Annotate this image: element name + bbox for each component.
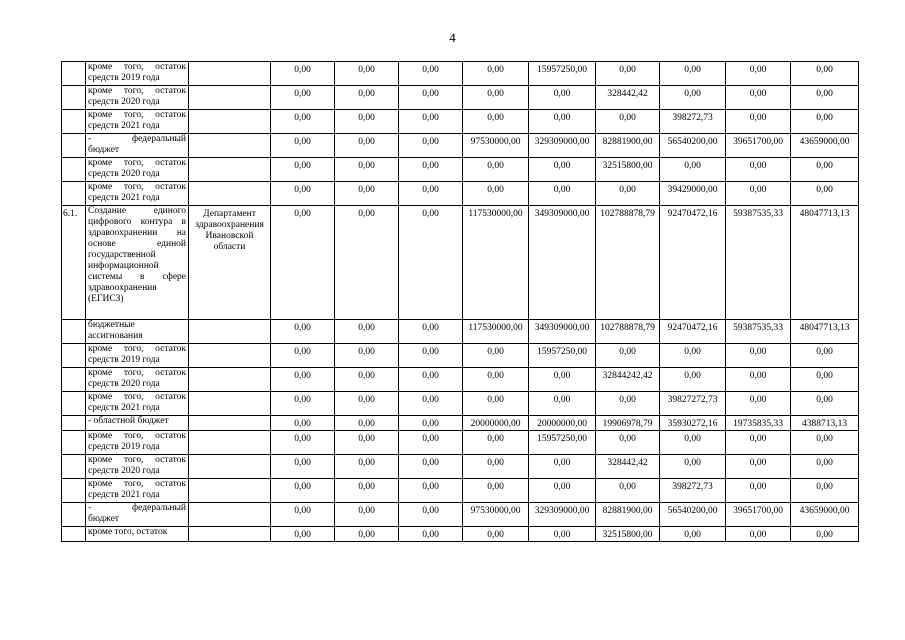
value-cell: 0,00 bbox=[726, 392, 791, 416]
value-cell: 0,00 bbox=[463, 86, 529, 110]
row-executor-cell bbox=[189, 62, 271, 86]
value-cell: 0,00 bbox=[791, 431, 859, 455]
description-line: средств 2021 года bbox=[88, 193, 160, 203]
value-cell: 0,00 bbox=[271, 206, 335, 320]
value-cell: 32515800,00 bbox=[596, 158, 660, 182]
row-executor-cell bbox=[189, 479, 271, 503]
value-cell: 0,00 bbox=[271, 62, 335, 86]
description-line: средств 2021 года bbox=[88, 403, 160, 413]
description-line: бюджет bbox=[88, 514, 120, 524]
value-cell: 97530000,00 bbox=[463, 503, 529, 527]
row-executor-cell bbox=[189, 455, 271, 479]
value-cell: 0,00 bbox=[529, 392, 596, 416]
description-line: средств 2021 года bbox=[88, 490, 160, 500]
value-cell: 0,00 bbox=[399, 392, 463, 416]
value-cell: 117530000,00 bbox=[463, 206, 529, 320]
value-cell: 0,00 bbox=[335, 527, 399, 542]
value-cell: 43659000,00 bbox=[791, 503, 859, 527]
value-cell: 0,00 bbox=[791, 110, 859, 134]
row-description-cell bbox=[86, 479, 189, 503]
row-index-cell bbox=[62, 368, 86, 392]
row-description-cell bbox=[86, 368, 189, 392]
row-description-cell bbox=[86, 110, 189, 134]
description-line: здравоохранении на bbox=[88, 228, 186, 238]
value-cell: 0,00 bbox=[399, 455, 463, 479]
value-cell: 0,00 bbox=[660, 527, 726, 542]
value-cell: 32844242,42 bbox=[596, 368, 660, 392]
value-cell: 0,00 bbox=[335, 392, 399, 416]
row-index-cell bbox=[62, 320, 86, 344]
row-executor-cell bbox=[189, 392, 271, 416]
row-executor-cell bbox=[189, 527, 271, 542]
row-index-cell bbox=[62, 158, 86, 182]
description-line: информационной bbox=[88, 261, 159, 271]
value-cell: 0,00 bbox=[335, 86, 399, 110]
value-cell: 0,00 bbox=[660, 158, 726, 182]
row-index-cell bbox=[62, 344, 86, 368]
value-cell: 0,00 bbox=[791, 182, 859, 206]
description-line: кроме того, остаток bbox=[88, 158, 186, 168]
value-cell: 82881900,00 bbox=[596, 134, 660, 158]
description-line: - федеральный bbox=[88, 503, 186, 513]
value-cell: 0,00 bbox=[335, 158, 399, 182]
value-cell: 0,00 bbox=[335, 344, 399, 368]
table-row bbox=[62, 86, 859, 110]
table-row bbox=[62, 392, 859, 416]
row-description-cell bbox=[86, 455, 189, 479]
value-cell: 0,00 bbox=[529, 110, 596, 134]
budget-table bbox=[61, 61, 859, 542]
value-cell: 35930272,16 bbox=[660, 416, 726, 431]
value-cell: 0,00 bbox=[271, 368, 335, 392]
row-executor-cell bbox=[189, 368, 271, 392]
row-description-cell bbox=[86, 431, 189, 455]
description-line: средств 2020 года bbox=[88, 379, 160, 389]
value-cell: 0,00 bbox=[399, 503, 463, 527]
row-description-cell bbox=[86, 527, 189, 542]
page-number: 4 bbox=[449, 30, 456, 45]
value-cell: 0,00 bbox=[660, 368, 726, 392]
row-executor-cell bbox=[189, 416, 271, 431]
value-cell: 19735835,33 bbox=[726, 416, 791, 431]
description-line: бюджет bbox=[88, 145, 120, 155]
value-cell: 0,00 bbox=[596, 182, 660, 206]
row-index-cell bbox=[62, 416, 86, 431]
value-cell: 0,00 bbox=[529, 455, 596, 479]
value-cell: 0,00 bbox=[596, 62, 660, 86]
description-line: средств 2019 года bbox=[88, 73, 160, 83]
value-cell: 0,00 bbox=[529, 86, 596, 110]
value-cell: 0,00 bbox=[335, 206, 399, 320]
description-line: кроме того, остаток bbox=[88, 479, 186, 489]
row-executor-cell bbox=[189, 110, 271, 134]
row-executor-cell bbox=[189, 431, 271, 455]
value-cell: 0,00 bbox=[399, 368, 463, 392]
value-cell: 15957250,00 bbox=[529, 62, 596, 86]
value-cell: 329309000,00 bbox=[529, 134, 596, 158]
description-line: средств 2020 года bbox=[88, 466, 160, 476]
description-line: средств 2021 года bbox=[88, 121, 160, 131]
value-cell: 59387535,33 bbox=[726, 206, 791, 320]
row-executor-cell: Департамент здравоохранения Ивановской области bbox=[189, 206, 271, 320]
value-cell: 39429000,00 bbox=[660, 182, 726, 206]
value-cell: 0,00 bbox=[271, 527, 335, 542]
value-cell: 0,00 bbox=[335, 320, 399, 344]
value-cell: 0,00 bbox=[399, 527, 463, 542]
value-cell: 0,00 bbox=[596, 431, 660, 455]
value-cell: 97530000,00 bbox=[463, 134, 529, 158]
value-cell: 4388713,13 bbox=[791, 416, 859, 431]
row-executor-cell bbox=[189, 134, 271, 158]
table-row bbox=[62, 455, 859, 479]
value-cell: 92470472,16 bbox=[660, 206, 726, 320]
value-cell: 20000000,00 bbox=[529, 416, 596, 431]
row-description-cell bbox=[86, 206, 189, 320]
description-line: - федеральный bbox=[88, 134, 186, 144]
value-cell: 0,00 bbox=[399, 344, 463, 368]
value-cell: 0,00 bbox=[463, 527, 529, 542]
row-index-cell bbox=[62, 392, 86, 416]
value-cell: 15957250,00 bbox=[529, 344, 596, 368]
value-cell: 92470472,16 bbox=[660, 320, 726, 344]
description-line: средств 2020 года bbox=[88, 97, 160, 107]
value-cell: 0,00 bbox=[271, 479, 335, 503]
value-cell: 0,00 bbox=[271, 110, 335, 134]
value-cell: 39827272,73 bbox=[660, 392, 726, 416]
row-index-cell bbox=[62, 431, 86, 455]
description-line: основе единой bbox=[88, 239, 186, 249]
value-cell: 43659000,00 bbox=[791, 134, 859, 158]
description-line: кроме того, остаток bbox=[88, 110, 186, 120]
value-cell: 82881900,00 bbox=[596, 503, 660, 527]
row-executor-cell bbox=[189, 86, 271, 110]
value-cell: 0,00 bbox=[791, 86, 859, 110]
value-cell: 0,00 bbox=[660, 455, 726, 479]
value-cell: 0,00 bbox=[335, 479, 399, 503]
table-row bbox=[62, 431, 859, 455]
description-line: кроме того, остаток bbox=[88, 431, 186, 441]
table-row bbox=[62, 527, 859, 542]
table-row bbox=[62, 110, 859, 134]
value-cell: 0,00 bbox=[726, 455, 791, 479]
description-line: кроме того, остаток bbox=[88, 455, 186, 465]
row-executor-cell bbox=[189, 158, 271, 182]
description-line: кроме того, остаток bbox=[88, 182, 186, 192]
description-line: кроме того, остаток bbox=[88, 368, 186, 378]
value-cell: 0,00 bbox=[335, 368, 399, 392]
value-cell: 0,00 bbox=[726, 479, 791, 503]
table-row bbox=[62, 368, 859, 392]
value-cell: 0,00 bbox=[463, 110, 529, 134]
value-cell: 0,00 bbox=[726, 62, 791, 86]
value-cell: 0,00 bbox=[399, 431, 463, 455]
value-cell: 0,00 bbox=[726, 431, 791, 455]
value-cell: 0,00 bbox=[399, 182, 463, 206]
table-row bbox=[62, 344, 859, 368]
value-cell: 0,00 bbox=[791, 392, 859, 416]
value-cell: 0,00 bbox=[463, 455, 529, 479]
row-description-cell bbox=[86, 182, 189, 206]
value-cell: 328442,42 bbox=[596, 455, 660, 479]
value-cell: 39651700,00 bbox=[726, 134, 791, 158]
description-line: кроме того, остаток bbox=[88, 527, 168, 537]
value-cell: 0,00 bbox=[271, 158, 335, 182]
description-line: здравоохранения bbox=[88, 283, 157, 293]
value-cell: 0,00 bbox=[335, 182, 399, 206]
value-cell: 328442,42 bbox=[596, 86, 660, 110]
row-executor-cell bbox=[189, 503, 271, 527]
value-cell: 0,00 bbox=[596, 344, 660, 368]
row-description-cell bbox=[86, 416, 189, 431]
description-line: (ЕГИСЗ) bbox=[88, 294, 124, 304]
value-cell: 0,00 bbox=[463, 431, 529, 455]
value-cell: 0,00 bbox=[271, 392, 335, 416]
value-cell: 0,00 bbox=[399, 479, 463, 503]
value-cell: 0,00 bbox=[399, 110, 463, 134]
table-row bbox=[62, 182, 859, 206]
value-cell: 0,00 bbox=[529, 368, 596, 392]
table-row bbox=[62, 479, 859, 503]
value-cell: 0,00 bbox=[463, 158, 529, 182]
table-row bbox=[62, 320, 859, 344]
table-row bbox=[62, 62, 859, 86]
value-cell: 0,00 bbox=[660, 344, 726, 368]
value-cell: 0,00 bbox=[271, 320, 335, 344]
description-line: средств 2019 года bbox=[88, 355, 160, 365]
value-cell: 48047713,13 bbox=[791, 320, 859, 344]
row-index-cell bbox=[62, 479, 86, 503]
value-cell: 0,00 bbox=[726, 368, 791, 392]
row-index-cell bbox=[62, 110, 86, 134]
value-cell: 56540200,00 bbox=[660, 134, 726, 158]
value-cell: 0,00 bbox=[529, 182, 596, 206]
value-cell: 0,00 bbox=[791, 368, 859, 392]
value-cell: 0,00 bbox=[726, 158, 791, 182]
value-cell: 0,00 bbox=[463, 62, 529, 86]
value-cell: 102788878,79 bbox=[596, 320, 660, 344]
row-description-cell bbox=[86, 62, 189, 86]
row-index-cell bbox=[62, 182, 86, 206]
row-index-cell bbox=[62, 134, 86, 158]
value-cell: 0,00 bbox=[271, 182, 335, 206]
description-line: кроме того, остаток bbox=[88, 86, 186, 96]
value-cell: 0,00 bbox=[791, 62, 859, 86]
value-cell: 398272,73 bbox=[660, 479, 726, 503]
value-cell: 0,00 bbox=[463, 368, 529, 392]
description-line: средств 2020 года bbox=[88, 169, 160, 179]
row-index-cell bbox=[62, 455, 86, 479]
row-index-cell bbox=[62, 86, 86, 110]
value-cell: 0,00 bbox=[660, 431, 726, 455]
value-cell: 0,00 bbox=[463, 182, 529, 206]
value-cell: 59387535,33 bbox=[726, 320, 791, 344]
value-cell: 0,00 bbox=[529, 479, 596, 503]
description-line: - областной бюджет bbox=[88, 416, 169, 426]
row-description-cell bbox=[86, 503, 189, 527]
value-cell: 0,00 bbox=[791, 455, 859, 479]
value-cell: 0,00 bbox=[271, 134, 335, 158]
value-cell: 0,00 bbox=[335, 134, 399, 158]
value-cell: 0,00 bbox=[335, 62, 399, 86]
value-cell: 398272,73 bbox=[660, 110, 726, 134]
value-cell: 0,00 bbox=[335, 503, 399, 527]
value-cell: 102788878,79 bbox=[596, 206, 660, 320]
value-cell: 0,00 bbox=[463, 344, 529, 368]
table-row bbox=[62, 416, 859, 431]
value-cell: 0,00 bbox=[271, 455, 335, 479]
value-cell: 0,00 bbox=[726, 344, 791, 368]
row-executor-cell bbox=[189, 320, 271, 344]
table-row bbox=[62, 503, 859, 527]
row-description-cell bbox=[86, 134, 189, 158]
value-cell: 0,00 bbox=[335, 431, 399, 455]
value-cell: 0,00 bbox=[660, 62, 726, 86]
value-cell: 329309000,00 bbox=[529, 503, 596, 527]
value-cell: 48047713,13 bbox=[791, 206, 859, 320]
value-cell: 0,00 bbox=[660, 86, 726, 110]
value-cell: 0,00 bbox=[399, 62, 463, 86]
value-cell: 0,00 bbox=[271, 503, 335, 527]
value-cell: 0,00 bbox=[463, 479, 529, 503]
description-line: средств 2019 года bbox=[88, 442, 160, 452]
description-line: бюджетные bbox=[88, 320, 135, 330]
value-cell: 349309000,00 bbox=[529, 206, 596, 320]
value-cell: 0,00 bbox=[399, 86, 463, 110]
value-cell: 0,00 bbox=[529, 158, 596, 182]
row-index-cell bbox=[62, 62, 86, 86]
value-cell: 0,00 bbox=[271, 86, 335, 110]
value-cell: 0,00 bbox=[335, 110, 399, 134]
row-index-cell bbox=[62, 527, 86, 542]
value-cell: 0,00 bbox=[791, 158, 859, 182]
value-cell: 32515800,00 bbox=[596, 527, 660, 542]
row-executor-cell bbox=[189, 182, 271, 206]
description-line: Создание единого bbox=[88, 206, 186, 216]
value-cell: 0,00 bbox=[596, 110, 660, 134]
description-line: кроме того, остаток bbox=[88, 62, 186, 72]
description-line: государственной bbox=[88, 250, 156, 260]
description-line: ассигнования bbox=[88, 331, 143, 341]
value-cell: 0,00 bbox=[791, 479, 859, 503]
value-cell: 0,00 bbox=[399, 320, 463, 344]
value-cell: 15957250,00 bbox=[529, 431, 596, 455]
value-cell: 56540200,00 bbox=[660, 503, 726, 527]
description-line: кроме того, остаток bbox=[88, 392, 186, 402]
value-cell: 0,00 bbox=[399, 416, 463, 431]
table-row bbox=[62, 134, 859, 158]
value-cell: 0,00 bbox=[399, 134, 463, 158]
value-cell: 0,00 bbox=[726, 110, 791, 134]
value-cell: 0,00 bbox=[726, 527, 791, 542]
description-line: системы в сфере bbox=[88, 272, 186, 282]
row-description-cell bbox=[86, 344, 189, 368]
value-cell: 0,00 bbox=[791, 344, 859, 368]
value-cell: 0,00 bbox=[335, 455, 399, 479]
value-cell: 0,00 bbox=[399, 206, 463, 320]
value-cell: 117530000,00 bbox=[463, 320, 529, 344]
description-line: кроме того, остаток bbox=[88, 344, 186, 354]
value-cell: 0,00 bbox=[271, 431, 335, 455]
row-description-cell bbox=[86, 392, 189, 416]
row-description-cell bbox=[86, 320, 189, 344]
value-cell: 0,00 bbox=[596, 479, 660, 503]
value-cell: 0,00 bbox=[529, 527, 596, 542]
value-cell: 0,00 bbox=[596, 392, 660, 416]
description-line: цифрового контура в bbox=[88, 217, 186, 227]
value-cell: 349309000,00 bbox=[529, 320, 596, 344]
value-cell: 0,00 bbox=[726, 86, 791, 110]
row-index-cell: 6.1. bbox=[62, 206, 86, 320]
value-cell: 0,00 bbox=[335, 416, 399, 431]
row-executor-cell bbox=[189, 344, 271, 368]
value-cell: 39651700,00 bbox=[726, 503, 791, 527]
value-cell: 0,00 bbox=[463, 392, 529, 416]
value-cell: 0,00 bbox=[271, 416, 335, 431]
row-description-cell bbox=[86, 158, 189, 182]
table-row bbox=[62, 158, 859, 182]
table-row bbox=[62, 206, 859, 320]
value-cell: 0,00 bbox=[791, 527, 859, 542]
value-cell: 19906978,79 bbox=[596, 416, 660, 431]
value-cell: 0,00 bbox=[726, 182, 791, 206]
value-cell: 20000000,00 bbox=[463, 416, 529, 431]
value-cell: 0,00 bbox=[399, 158, 463, 182]
row-description-cell bbox=[86, 86, 189, 110]
row-index-cell bbox=[62, 503, 86, 527]
value-cell: 0,00 bbox=[271, 344, 335, 368]
